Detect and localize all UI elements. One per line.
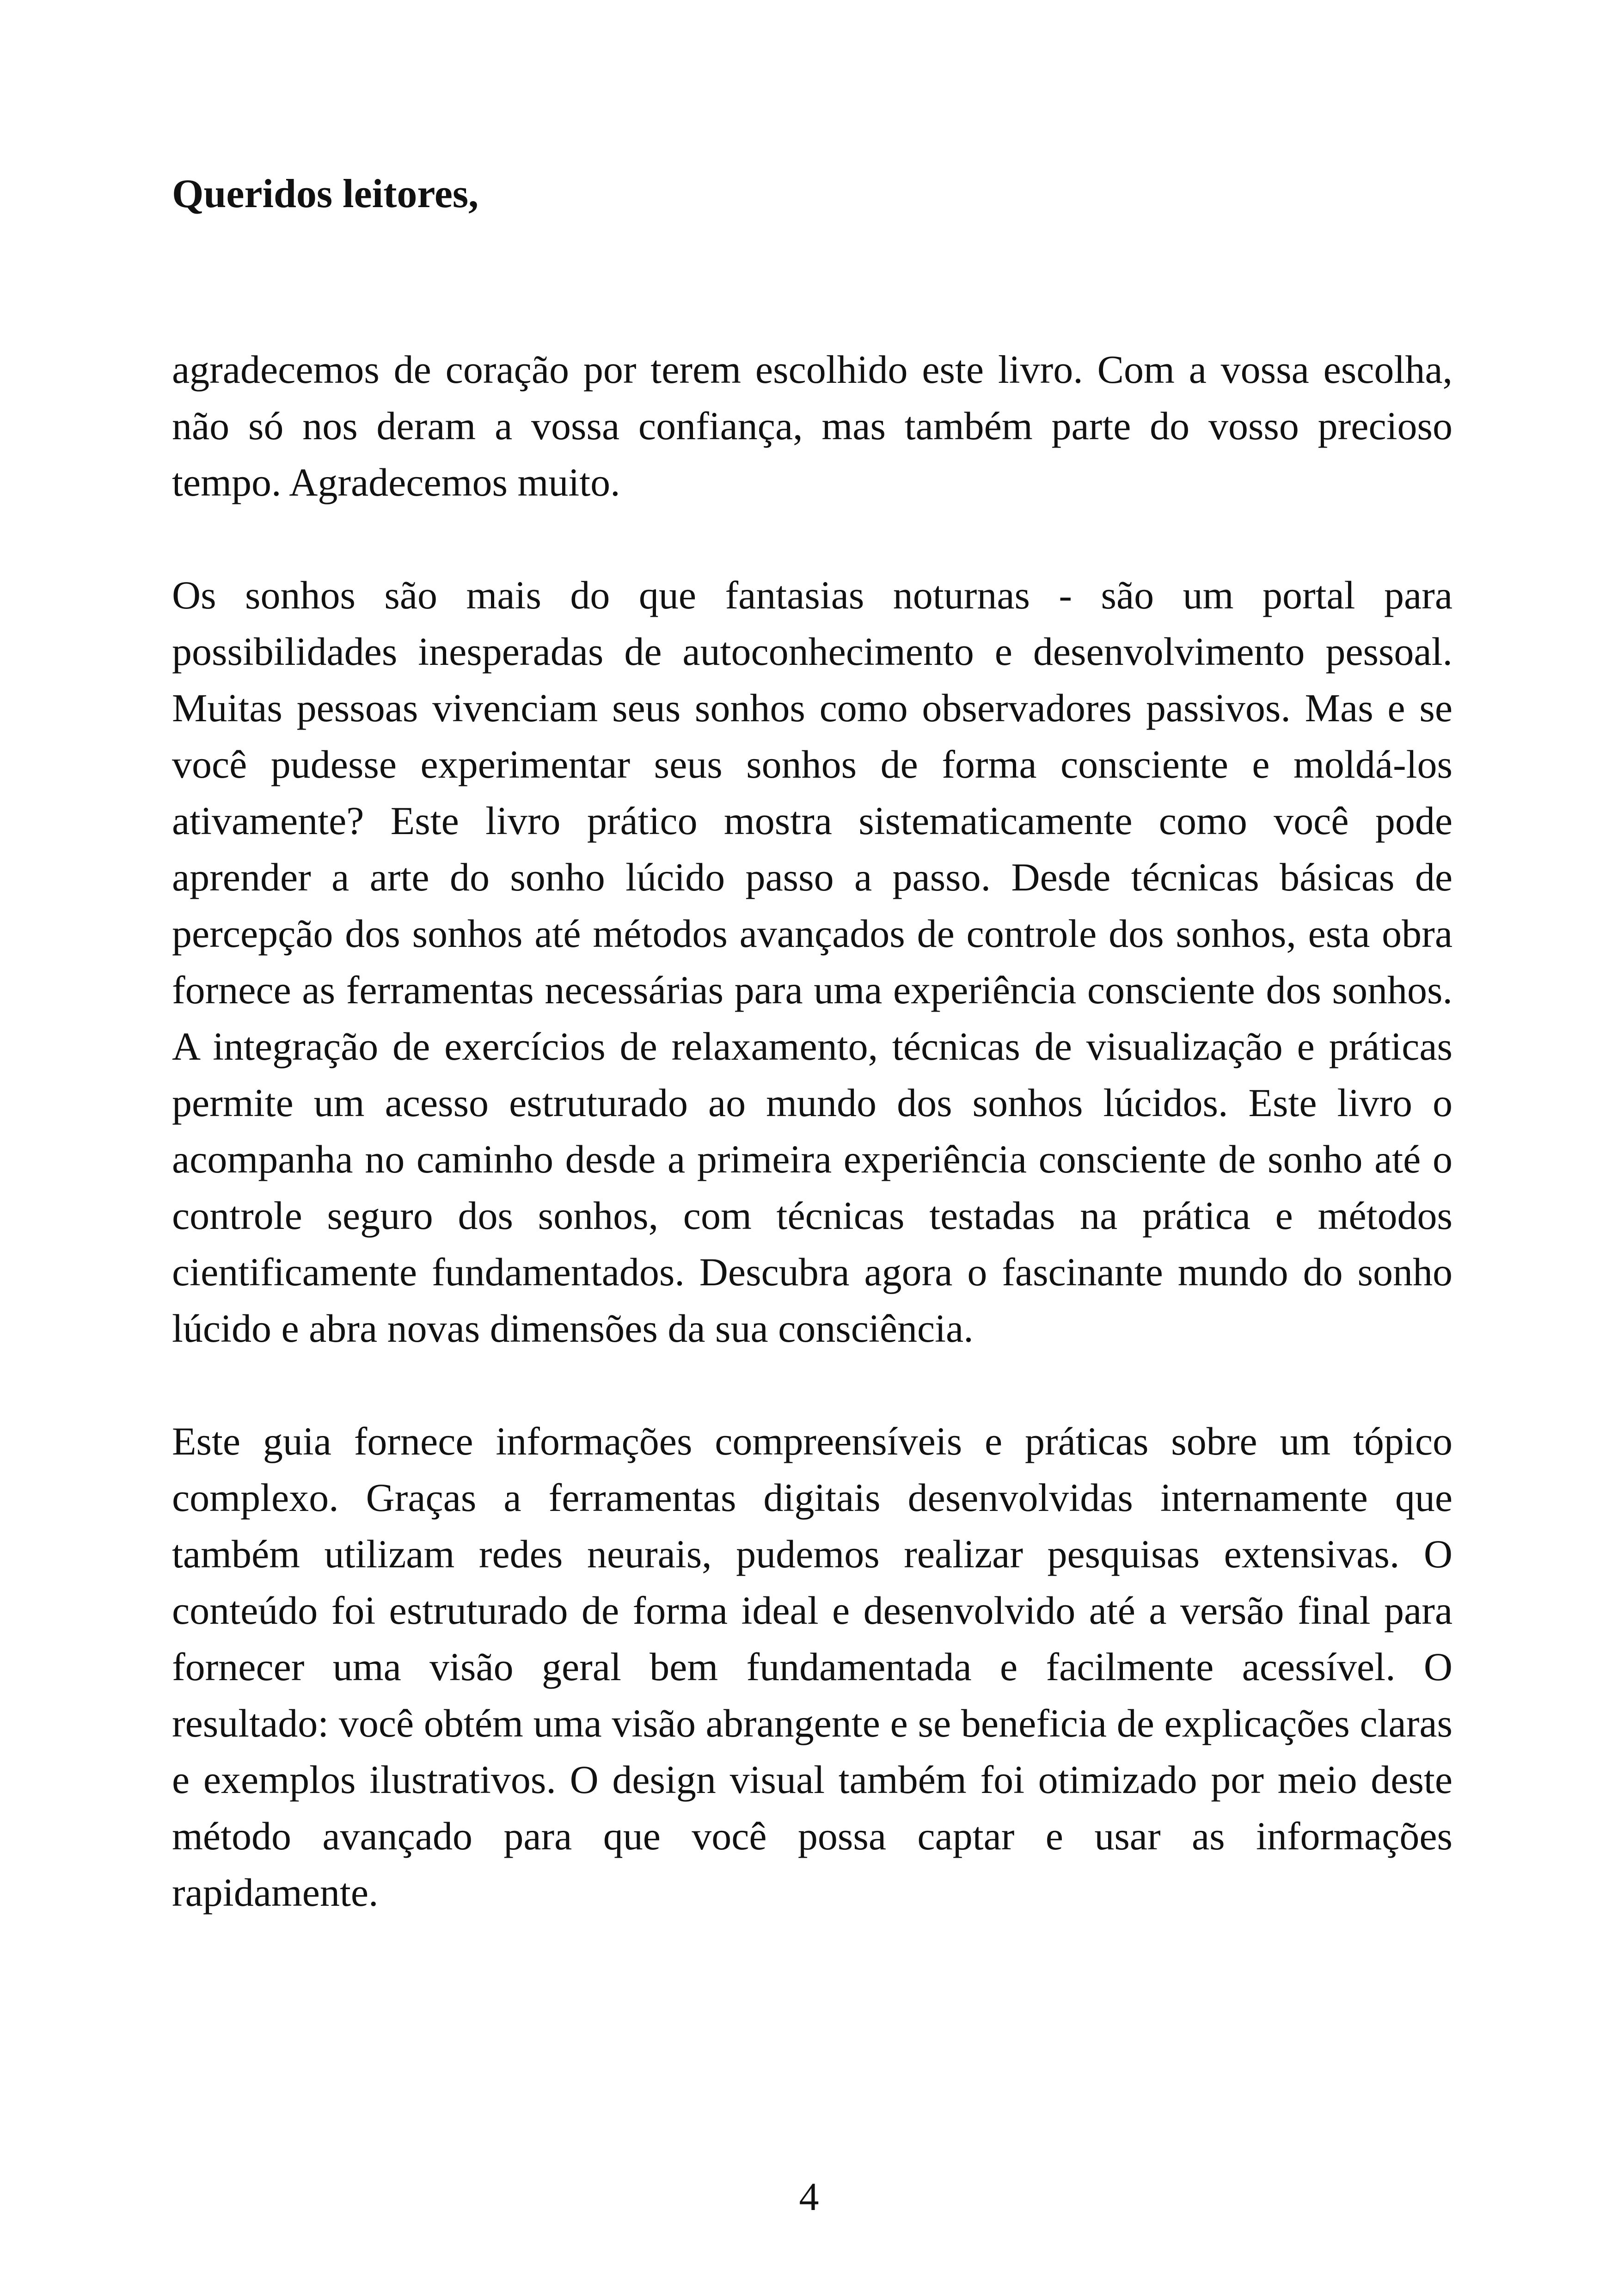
page-number: 4 (799, 2174, 819, 2219)
body-text (172, 341, 1453, 1977)
paragraph-thanks: agradecemos de coração por terem escolhido este livro. Com a vossa escolha, não só nos deram a vossa confiança, mas também parte do vosso precioso tempo. Agradecemos muito. (172, 347, 1453, 504)
paragraph-guide-method: Este guia fornece informações compreensíveis e práticas sobre um tópico complexo. Graças a ferramentas digitais desenvolvidas internamente que também utilizam redes neurais, pudemos realizar pesquisas extensivas. O conteúdo foi estruturado de forma ideal e desenvolvido até a versão final para fornecer uma visão geral bem fundamentada e facilmente acessível. O resultado: você obtém uma visão abrangente e se beneficia de explicações claras e exemplos ilustrativos. O design visual também foi otimizado por meio deste método avançado para que você possa captar e usar as informações rapidamente. (172, 1419, 1453, 1915)
greeting-heading: Queridos leitores, (172, 172, 479, 216)
paragraph-book-intro: Os sonhos são mais do que fantasias noturnas - são um portal para possibilidades inesperadas de autoconhecimento e desenvolvimento pessoal. Muitas pessoas vivenciam seus sonhos como observadores passivos. Mas e se você pudesse experimentar seus sonhos de forma consciente e moldá-los ativamente? Este livro prático mostra sistematicamente como você pode aprender a arte do sonho lúcido passo a passo. Desde técnicas básicas de percepção dos sonhos até métodos avançados de controle dos sonhos, esta obra fornece as ferramentas necessárias para uma experiência consciente dos sonhos. A integração de exercícios de relaxamento, técnicas de visualização e práticas permite um acesso estruturado ao mundo dos sonhos lúcidos. Este livro o acompanha no caminho desde a primeira experiência consciente de sonho até o controle seguro dos sonhos, com técnicas testadas na prática e métodos cientificamente fundamentados. Descubra agora o fascinante mundo do sonho lúcido e abra novas dimensões da sua consciência. (172, 573, 1453, 1351)
